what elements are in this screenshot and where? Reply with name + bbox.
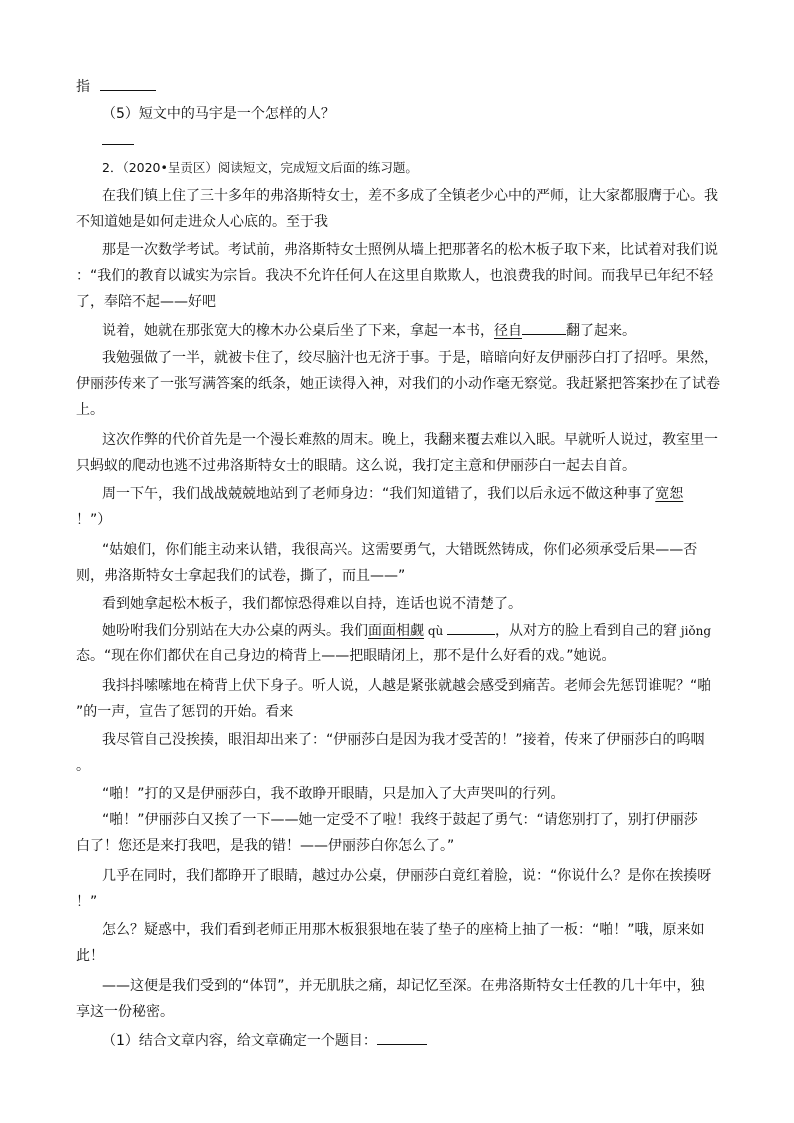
paragraph-line: 几乎在同时，我们都睁开了眼睛，越过办公桌，伊丽莎白竟红着脸，说：“你说什么？是你在挨揍呀 — [102, 868, 712, 884]
q1-tail-text: 指 — [76, 79, 90, 95]
underlined-word: 径自 — [494, 323, 522, 339]
paragraph-line: 怎么？疑惑中，我们看到老师正用那木板狠狠地在装了垫子的座椅上抽了一板：“啪！”哦，原来如 — [102, 922, 705, 938]
paragraph-line: ”的一声，宣告了惩罚的开始。看来 — [76, 704, 294, 720]
paragraph-line: ！” — [76, 894, 98, 910]
paragraph-line: “啪！”伊丽莎白又挨了一下——她一定受不了啦！我终于鼓起了勇气：“请您别打了，别打伊丽莎 — [102, 812, 698, 828]
pinyin-annotation: jiǒng — [677, 624, 712, 638]
paragraph-line: 说着，她就在那张宽大的橡木办公桌后坐了下来，拿起一本书，径自 翻了起来。 — [102, 320, 636, 341]
pinyin-annotation: qù — [424, 624, 448, 638]
answer-blank[interactable] — [447, 620, 495, 635]
paragraph-line: 则，弗洛斯特女士拿起我们的试卷，撕了，而且——” — [76, 568, 406, 584]
q5-answer-line — [102, 130, 134, 151]
paragraph-line: 态。“现在你们都伏在自己身边的椅背上——把眼睛闭上，那不是什么好看的戏。”她说。 — [76, 648, 616, 664]
paragraph-line: ！”） — [76, 512, 112, 528]
paragraph-line: 上。 — [76, 402, 104, 418]
paragraph-line: 周一下午，我们战战兢兢地站到了老师身边：“我们知道错了，我们以后永远不做这种事了宽恕 — [102, 486, 684, 502]
paragraph-line: 我勉强做了一半，就被卡住了，绞尽脑汁也无济于事。于是，暗暗向好友伊丽莎白打了招呼。果然， — [102, 350, 718, 366]
paragraph-line: 她吩咐我们分别站在大办公桌的两头。我们面面相觑 qù ，从对方的脸上看到自己的窘 jiǒng — [102, 620, 711, 641]
paragraph-line: 伊丽莎传来了一张写满答案的纸条，她正读得入神，对我们的小动作毫无察觉。我赶紧把答案抄在了试卷 — [76, 376, 720, 392]
underlined-word: 面面相觑 — [368, 623, 424, 639]
paragraph-line: 了，奉陪不起——好吧 — [76, 294, 216, 310]
answer-blank[interactable] — [377, 1030, 427, 1045]
paragraph-line: 不知道她是如何走进众人心底的。至于我 — [76, 214, 328, 230]
paragraph-line: 看到她拿起松木板子，我们都惊恐得难以自持，连话也说不清楚了。 — [102, 596, 522, 612]
paragraph-line: 在我们镇上住了三十多年的弗洛斯特女士，差不多成了全镇老少心中的严师，让大家都服膺于心。我 — [102, 188, 718, 204]
paragraph-line: 那是一次数学考试。考试前，弗洛斯特女士照例从墙上把那著名的松木板子取下来，比试着对我们说 — [102, 242, 718, 258]
answer-blank[interactable] — [522, 320, 566, 335]
paragraph-line: ——这便是我们受到的“体罚”，并无肌肤之痛，却记忆至深。在弗洛斯特女士任教的几十年中，独 — [102, 978, 705, 994]
answer-blank[interactable] — [100, 76, 156, 91]
sub-question-1: （1）结合文章内容，给文章确定一个题目： — [102, 1030, 427, 1051]
paragraph-line: “姑娘们，你们能主动来认错，我很高兴。这需要勇气，大错既然铸成，你们必须承受后果——否 — [102, 542, 698, 558]
paragraph-line: 享这一份秘密。 — [76, 1004, 174, 1020]
paragraph-line: “啪！”打的又是伊丽莎白，我不敢睁开眼睛，只是加入了大声哭叫的行列。 — [102, 786, 565, 802]
q5-question: （5）短文中的马宇是一个怎样的人？ — [102, 106, 335, 122]
underlined-word: 宽恕 — [655, 486, 684, 502]
paragraph-line: 白了！您还是来打我吧，是我的错！——伊丽莎白你怎么了。” — [76, 838, 455, 854]
question-2-header: 2．（2020•呈贡区）阅读短文，完成短文后面的练习题。 — [102, 160, 418, 175]
paragraph-line: 此！ — [76, 948, 104, 964]
paragraph-line: 我抖抖嗦嗦地在椅背上伏下身子。听人说，人越是紧张就越会感受到痛苦。老师会先惩罚谁呢？“啪 — [102, 678, 712, 694]
paragraph-line: 我尽管自己没挨揍，眼泪却出来了：“伊丽莎白是因为我才受苦的！”接着，传来了伊丽莎白的呜咽 — [102, 732, 705, 748]
q1-tail-line — [76, 76, 156, 97]
paragraph-line: ：“我们的教育以诚实为宗旨。我决不允许任何人在这里自欺欺人，也浪费我的时间。而我早已年纪不轻 — [76, 268, 714, 284]
paragraph-line: 这次作弊的代价首先是一个漫长难熬的周末。晚上，我翻来覆去难以入眠。早就听人说过，教室里一 — [102, 432, 718, 448]
paragraph-line: 只蚂蚁的爬动也逃不过弗洛斯特女士的眼睛。这么说，我打定主意和伊丽莎白一起去自首。 — [76, 458, 636, 474]
paragraph-line: 。 — [76, 758, 90, 774]
answer-blank[interactable] — [102, 130, 134, 145]
